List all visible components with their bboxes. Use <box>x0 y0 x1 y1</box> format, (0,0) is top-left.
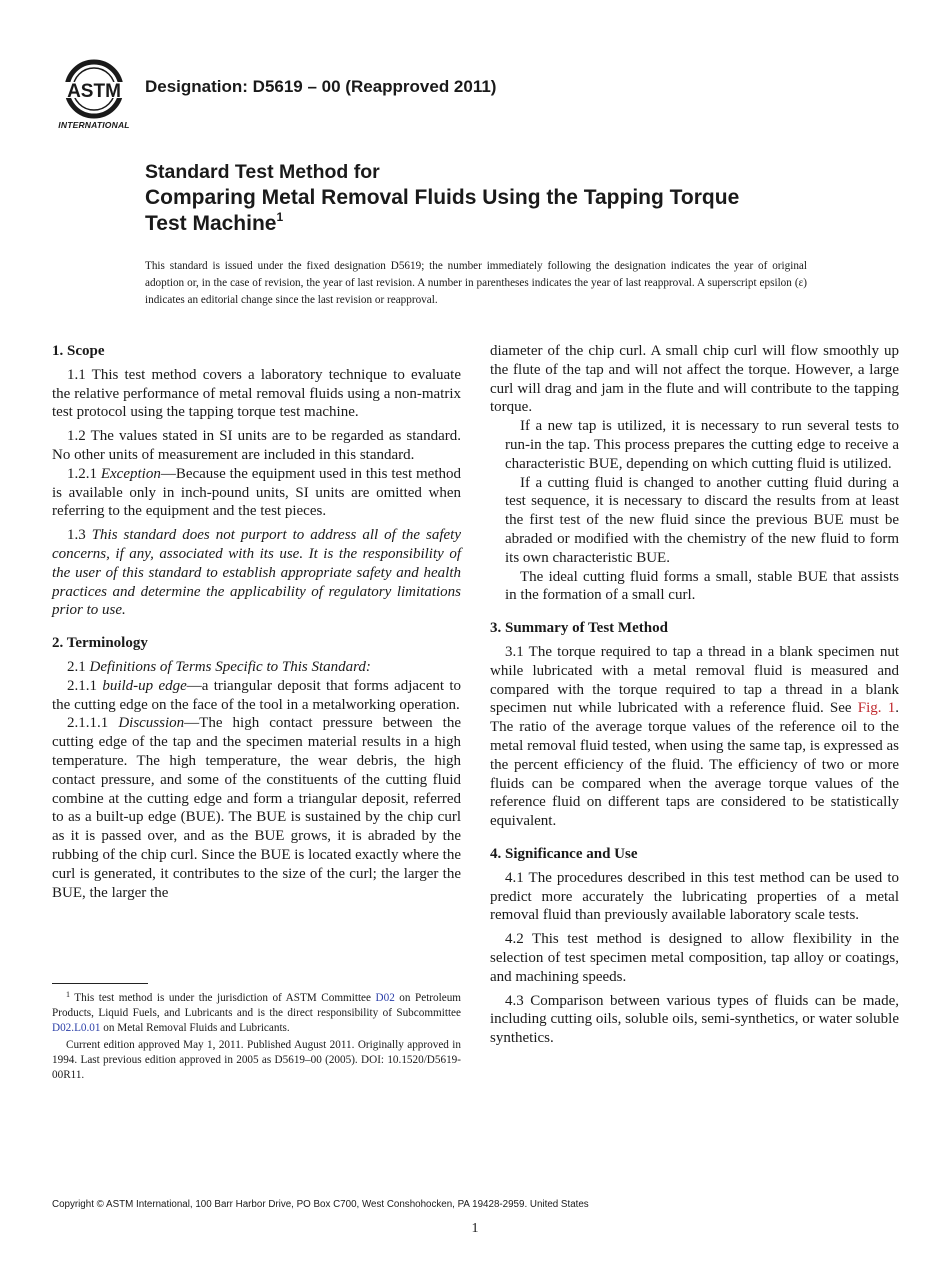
paragraph-2-1-1-1-term: Discussion <box>118 715 185 732</box>
document-title <box>145 160 845 237</box>
paragraph-1-2-1 <box>52 465 461 521</box>
subcommittee-link[interactable]: D02.L0.01 <box>52 1022 101 1034</box>
paragraph-2-1-1-1-text: —The high contact pressure between the cutting edge of the tap and the specimen material results in a high temperature. The high temperature, the wear debris, the high contact pressure, and some of the constituents of the cutting fluid combine at the cutting edge and form a triangular deposit, referred to as a built-up edge (BUE). The BUE is sustained by the chip curl as it is passed over, and as the BUE grows, it is abraded by the rubbing of the chip curl. Since the BUE is located exactly where the curl is generated, it contributes to the size of the curl; the larger the BUE, the larger the <box>52 715 462 901</box>
paragraph-1-3-number: 1.3 <box>67 527 92 544</box>
paragraph-4-2: 4.2 This test method is designed to allow flexibility in the selection of test specimen metal composition, tap alloy or coatings, and machining speeds. <box>490 931 899 985</box>
paragraph-1-1: 1.1 This test method covers a laboratory technique to evaluate the relative performance of metal removal fluids using a non-matrix test protocol using the tapping torque test machine. <box>52 366 461 421</box>
issue-note: This standard is issued under the fixed designation D5619; the number immediately following the designation indicates the year of original adoption or, in the case of revision, the year of last revision. A number in parentheses indicates the year of last reapproval. A superscript epsilon (ε) indicates an editorial change since the last revision or reapproval. <box>145 260 807 306</box>
paragraph-2-1-text: Definitions of Terms Specific to This Standard: <box>89 658 371 675</box>
footnote-divider <box>52 983 148 984</box>
paragraph-4-1: 4.1 The procedures described in this test method can be used to predict more accurately the lubricating properties of a metal removal fluid than previously available laboratory scale tests. <box>490 869 899 924</box>
paragraph-3-1 <box>490 643 899 831</box>
page-number: 1 <box>471 1221 479 1236</box>
discussion-continued: diameter of the chip curl. A small chip curl will flow smoothly up the flute of the tap and will not affect the torque. However, a large curl will drag and jam in the flute and will contribute to the tapping torque. <box>490 343 899 416</box>
paragraph-1-3-text: This standard does not purport to address all of the safety concerns, if any, associated with its use. It is the responsibility of the user of this standard to establish appropriate safety and health practices and determine the applicability of regulatory limitations prior to use. <box>52 527 462 619</box>
paragraph-2-1-1-term: build-up edge <box>102 677 187 694</box>
right-column <box>490 342 899 1048</box>
paragraph-2-1-1-text: —a triangular deposit that forms adjacent to the cutting edge on the face of the tool in a metalworking operation. <box>52 677 461 713</box>
paragraph-3-1-text-a: 3.1 The torque required to tap a thread in a blank specimen nut while lubricated with a metal removal fluid is measured and compared with the torque required to tap a thread in a blank specimen nut while lubricated with a reference fluid. See <box>490 643 899 717</box>
title-line-1: Standard Test Method for <box>145 161 380 183</box>
committee-link[interactable]: D02 <box>375 992 395 1004</box>
paragraph-1-2-1-text: —Because the equipment used in this test method is available only in inch-pound units, SI units are omitted when referring to the equipment and the test pieces. <box>52 465 461 520</box>
paragraph-2-1 <box>52 658 461 677</box>
title-line-3 <box>145 211 845 237</box>
section-heading-terminology: 2. Terminology <box>52 635 148 652</box>
footnote-1-mark: 1 <box>66 990 70 999</box>
left-column <box>52 342 461 902</box>
paragraph-2-1-1-number: 2.1.1 <box>67 677 103 694</box>
footnote-1-text-c: on Metal Removal Fluids and Lubricants. <box>100 1022 290 1034</box>
paragraph-4-3: 4.3 Comparison between various types of fluids can be made, including cutting oils, soluble oils, semi-synthetics, or water soluble synthetics. <box>490 992 899 1047</box>
title-footnote-mark: 1 <box>276 210 284 224</box>
designation: Designation: D5619 – 00 (Reapproved 2011) <box>145 77 497 96</box>
paragraph-2-1-1 <box>52 677 461 715</box>
discussion-subparagraph-2: If a cutting fluid is changed to another cutting fluid during a test sequence, it is necessary to discard the results from at least the first test of the new fluid since the previous BUE must be abraded or modified with the chemistry of the new fluid to form its own characteristic BUE. <box>505 474 899 566</box>
logo-subtext: INTERNATIONAL <box>58 120 130 130</box>
figure-1-link[interactable]: Fig. 1 <box>857 700 896 717</box>
title-line-2: Comparing Metal Removal Fluids Using the Tapping Torque <box>145 186 740 209</box>
copyright-notice: Copyright © ASTM International, 100 Barr Harbor Drive, PO Box C700, West Conshohocken, PA 19428-2959. United States <box>52 1199 589 1210</box>
section-heading-significance: 4. Significance and Use <box>490 845 638 862</box>
paragraph-1-2-1-number: 1.2.1 <box>67 465 101 482</box>
footnote-1-text-b: on Petroleum Products, Liquid Fuels, and Lubricants and is the direct responsibility of Subcommittee <box>52 992 461 1019</box>
discussion-subparagraph-3: The ideal cutting fluid forms a small, stable BUE that assists in the formation of a small curl. <box>505 568 899 604</box>
astm-logo <box>52 58 136 134</box>
footnotes <box>52 991 461 1085</box>
astm-logo-icon <box>52 58 136 120</box>
svg-text:ASTM: ASTM <box>67 81 121 102</box>
section-heading-scope: 1. Scope <box>52 343 105 359</box>
title-line-3-text: Test Machine <box>145 212 277 235</box>
footnote-1-text-a: This test method is under the jurisdiction of ASTM Committee <box>70 992 376 1004</box>
paragraph-2-1-1-1-number: 2.1.1.1 <box>67 715 119 732</box>
discussion-subparagraph-1: If a new tap is utilized, it is necessary to run several tests to run-in the tap. This process prepares the cutting edge to receive a characteristic BUE, depending on which cutting fluid is utilized. <box>505 418 899 472</box>
paragraph-1-3 <box>52 526 461 620</box>
paragraph-1-2-1-term: Exception <box>100 465 161 482</box>
section-heading-summary: 3. Summary of Test Method <box>490 620 668 637</box>
paragraph-3-1-text-b: . The ratio of the average torque values of the reference oil to the metal removal fluid tested, when using the same tap, is expressed as the percent efficiency of the fluid. The efficiency of two or more fluids can be compared when the average torque values of the reference fluid on different taps are considered to be statistically equivalent. <box>490 700 899 830</box>
paragraph-1-2: 1.2 The values stated in SI units are to be regarded as standard. No other units of measurement are included in this standard. <box>52 428 461 463</box>
paragraph-2-1-number: 2.1 <box>67 658 90 675</box>
footnote-1 <box>52 991 461 1036</box>
paragraph-2-1-1-1 <box>52 714 461 902</box>
footnote-2: Current edition approved May 1, 2011. Published August 2011. Originally approved in 1994. Last previous edition approved in 2005 as D5619–00 (2005). DOI: 10.1520/D5619-00R11. <box>52 1039 461 1081</box>
